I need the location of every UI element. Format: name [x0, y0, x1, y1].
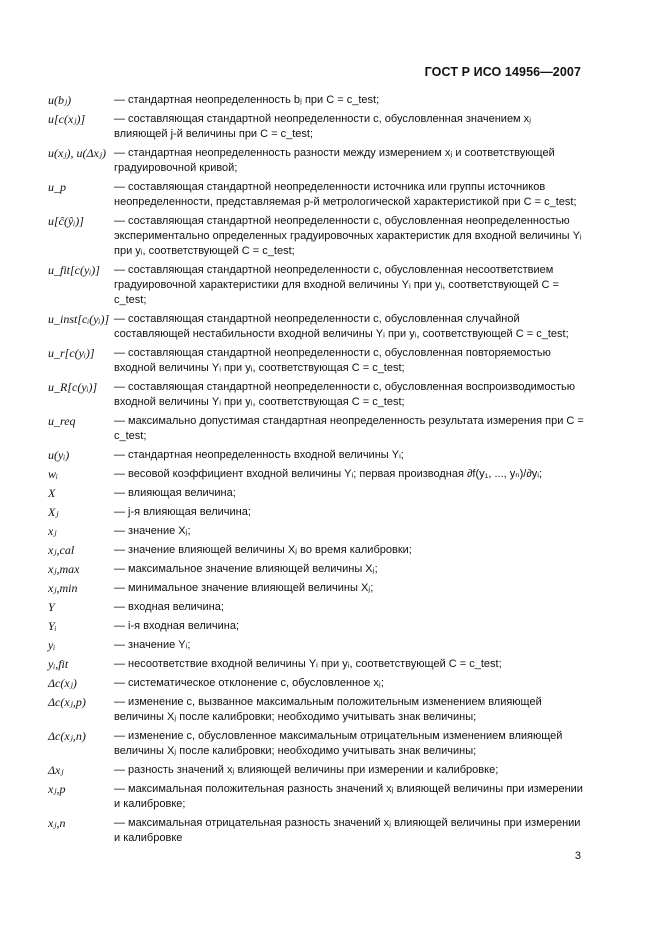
definition-text: — разность значений xⱼ влияющей величины при измерении и калибровке;: [114, 764, 499, 776]
definition-row: [48, 657, 586, 672]
definition-text: — составляющая стандартной неопределенности c, обусловленная повторяемостью входной величины Yᵢ при yᵢ, соответствующая C = c_test;: [114, 347, 551, 374]
symbol: u(bⱼ): [48, 93, 72, 107]
definition-text: — значение Xⱼ;: [114, 525, 191, 537]
symbol: u[c(xⱼ)]: [48, 112, 86, 126]
symbol: xⱼ,n: [48, 816, 66, 830]
definition-text: — значение влияющей величины Xⱼ во время калибровки;: [114, 544, 412, 556]
definition-row: [48, 676, 586, 691]
symbol: u[ĉ(ŷᵢ)]: [48, 214, 84, 228]
definition-row: [48, 467, 586, 482]
definition-row: [48, 180, 586, 210]
document-header: ГОСТ Р ИСО 14956—2007: [424, 65, 581, 79]
symbol: X: [48, 486, 56, 500]
definition-text: — максимальная положительная разность значений xⱼ влияющей величины при измерении и калибровке;: [114, 783, 583, 810]
definition-row: [48, 581, 586, 596]
symbol: Yᵢ: [48, 619, 57, 633]
definition-text: — изменение c, вызванное максимальным положительным изменением влияющей величины Xⱼ после калибровки; необходимо учитывать знак величины;: [114, 696, 542, 723]
definition-row: [48, 816, 586, 846]
definition-row: [48, 263, 586, 308]
definition-row: [48, 312, 586, 342]
symbol: xⱼ,min: [48, 581, 78, 595]
definition-text: — максимальное значение влияющей величины Xⱼ;: [114, 563, 378, 575]
definition-text: — составляющая стандартной неопределенности c, обусловленная несоответствием градуировочной характеристики для входной величины Yᵢ при yᵢ, соответствующей C = c_test;: [114, 264, 559, 306]
definition-text: — максимальная отрицательная разность значений xⱼ влияющей величины при измерении и калибровке: [114, 817, 581, 844]
definition-row: [48, 505, 586, 520]
definition-text: — входная величина;: [114, 601, 224, 613]
definition-text: — составляющая стандартной неопределенности c, обусловленная случайной составляющей нестабильности входной величины Yᵢ при yᵢ, соответствующей C = c_test;: [114, 313, 569, 340]
symbol: yᵢ,fit: [48, 657, 69, 671]
symbol: Y: [48, 600, 55, 614]
definition-text: — стандартная неопределенность bⱼ при C = c_test;: [114, 94, 380, 106]
symbol: u_inst[cᵢ(yᵢ)]: [48, 312, 110, 326]
symbol: Δc(xⱼ,n): [48, 729, 86, 743]
definition-row: [48, 448, 586, 463]
definition-row: [48, 112, 586, 142]
definition-text: — стандартная неопределенность разности между измерением xⱼ и соответствующей градуировочной кривой;: [114, 147, 555, 174]
definition-text: — i-я входная величина;: [114, 620, 240, 632]
symbol: yᵢ: [48, 638, 56, 652]
symbol: wᵢ: [48, 467, 58, 481]
definition-row: [48, 638, 586, 653]
definition-text: — несоответствие входной величины Yᵢ при yᵢ, соответствующей C = c_test;: [114, 658, 502, 670]
definition-row: [48, 346, 586, 376]
page-number: 3: [574, 850, 581, 862]
symbol: u_fit[c(yᵢ)]: [48, 263, 100, 277]
definition-text: — j-я влияющая величина;: [114, 506, 251, 518]
definition-text: — значение Yᵢ;: [114, 639, 191, 651]
definition-text: — изменение c, обусловленное максимальным отрицательным изменением влияющей величины Xⱼ после калибровки; необходимо учитывать знак величины;: [114, 730, 563, 757]
definition-text: — максимально допустимая стандартная неопределенность результата измерения при C = c_test;: [114, 415, 584, 442]
definition-row: [48, 146, 586, 176]
symbol: u_r[c(yᵢ)]: [48, 346, 95, 360]
definition-text: — минимальное значение влияющей величины Xⱼ;: [114, 582, 374, 594]
definition-row: [48, 543, 586, 558]
definition-text: — стандартная неопределенность входной величины Yᵢ;: [114, 449, 404, 461]
symbol: u_req: [48, 414, 76, 428]
symbol-definition-list: [48, 93, 586, 850]
symbol: u(yᵢ): [48, 448, 70, 462]
definition-text: — составляющая стандартной неопределенности c, обусловленная воспроизводимостью входной величины Yᵢ при yᵢ, соответствующая C = c_test;: [114, 381, 575, 408]
symbol: xⱼ,cal: [48, 543, 75, 557]
definition-text: — влияющая величина;: [114, 487, 236, 499]
symbol: u_p: [48, 180, 66, 194]
definition-row: [48, 782, 586, 812]
definition-text: — составляющая стандартной неопределенности c, обусловленная значением xⱼ влияющей j-й величины при C = c_test;: [114, 113, 532, 140]
symbol: Δc(xⱼ): [48, 676, 77, 690]
definition-text: — систематическое отклонение c, обусловленное xⱼ;: [114, 677, 384, 689]
definition-row: [48, 600, 586, 615]
definition-row: [48, 380, 586, 410]
symbol: Δxⱼ: [48, 763, 64, 777]
symbol: u_R[c(yᵢ)]: [48, 380, 98, 394]
symbol: Xⱼ: [48, 505, 59, 519]
definition-text: — составляющая стандартной неопределенности источника или группы источников неопределенности, представляемая p-й метрологической характеристикой при C = c_test;: [114, 181, 577, 208]
symbol: xⱼ,p: [48, 782, 66, 796]
definition-text: — весовой коэффициент входной величины Yᵢ; первая производная ∂f(y₁, ..., yₙ)/∂yᵢ;: [114, 468, 543, 480]
symbol: xⱼ: [48, 524, 57, 538]
definition-row: [48, 93, 586, 108]
definition-row: [48, 763, 586, 778]
definition-row: [48, 486, 586, 501]
definition-row: [48, 524, 586, 539]
definition-text: — составляющая стандартной неопределенности c, обусловленная неопределенностью экспериментально определенных градуировочных характеристик для входной величины Yᵢ при yᵢ, соответствующей C = c_test;: [114, 215, 582, 257]
definition-row: [48, 414, 586, 444]
definition-row: [48, 729, 586, 759]
definition-row: [48, 695, 586, 725]
definition-row: [48, 562, 586, 577]
symbol: u(xⱼ), u(Δxⱼ): [48, 146, 107, 160]
symbol: xⱼ,max: [48, 562, 80, 576]
definition-row: [48, 619, 586, 634]
symbol: Δc(xⱼ,p): [48, 695, 86, 709]
definition-row: [48, 214, 586, 259]
